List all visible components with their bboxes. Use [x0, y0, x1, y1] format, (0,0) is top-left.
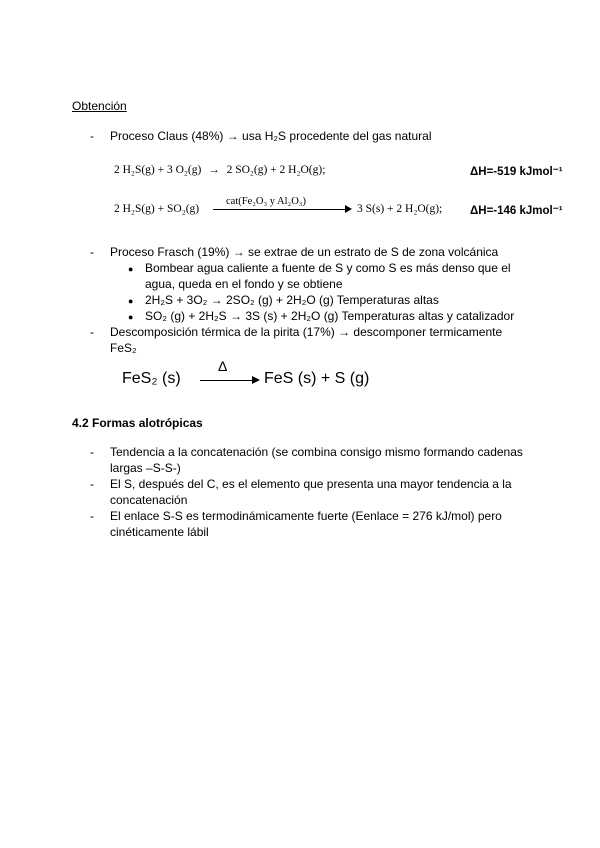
alotropicas-item-2-line1: El S, después del C, es el elemento que presenta una mayor tendencia a la [110, 477, 512, 491]
frasch-bullet-3: SO₂ (g) + 2H₂S → 3S (s) + 2H₂O (g) Temperaturas altas y catalizador [145, 309, 515, 323]
bullet-icon: ● [128, 312, 134, 322]
pirita-eq-lhs: FeS₂ (s) [122, 370, 181, 387]
frasch-bullet-1-line2: agua, queda en el fondo y se obtiene [145, 277, 343, 291]
pirita-eq-rhs: FeS (s) + S (g) [264, 370, 370, 387]
eq2-catalyst: cat(Fe₂O₃ y Al₂O₃) [226, 196, 306, 207]
alotropicas-item-1-line2: largas –S-S-) [110, 461, 181, 475]
equation-claus-1 [114, 164, 325, 176]
alotropicas-item-1-line1: Tendencia a la concatenación (se combina consigo mismo formando cadenas [110, 445, 523, 459]
bullet-icon: ● [128, 264, 134, 274]
list-dash: - [90, 245, 94, 259]
eq2-rhs: 3 S(s) + 2 H₂O(g); [357, 203, 443, 215]
eq1-rhs: 2 SO₂(g) + 2 H₂O(g); [226, 164, 326, 176]
eq1-enthalpy: ΔH=-519 kJmol⁻¹ [470, 166, 563, 178]
pirita-eq-arrow-line [200, 380, 255, 381]
list-dash: - [90, 477, 94, 491]
alotropicas-item-2-line2: concatenación [110, 493, 188, 507]
pirita-eq-arrow-head [252, 376, 260, 384]
section-heading-obtencion: Obtención [72, 99, 127, 113]
eq2-arrow-head [345, 205, 352, 213]
pirita-eq-delta: Δ [218, 358, 228, 374]
frasch-bullet-2: 2H₂S + 3O₂ → 2SO₂ (g) + 2H₂O (g) Temperaturas altas [145, 293, 439, 307]
eq2-lhs: 2 H₂S(g) + SO₂(g) [114, 203, 200, 215]
list-dash: - [90, 325, 94, 339]
alotropicas-item-3-line2: cinéticamente lábil [110, 525, 209, 539]
eq2-arrow-line [213, 209, 348, 210]
eq1-arrow: → [208, 164, 220, 176]
list-dash: - [90, 509, 94, 523]
eq1-lhs: 2 H₂S(g) + 3 O₂(g) [114, 164, 202, 176]
list-dash: - [90, 445, 94, 459]
list-dash: - [90, 129, 94, 143]
list-item-frasch: Proceso Frasch (19%) → se extrae de un estrato de S de zona volcánica [110, 245, 499, 259]
eq2-enthalpy: ΔH=-146 kJmol⁻¹ [470, 205, 563, 217]
frasch-bullet-1-line1: Bombear agua caliente a fuente de S y como S es más denso que el [145, 261, 511, 275]
list-item-pirita-line2: FeS₂ [110, 341, 137, 355]
section-title-formas-alotropicas: 4.2 Formas alotrópicas [72, 416, 203, 430]
list-item-pirita-line1: Descomposición térmica de la pirita (17%) → descomponer termicamente [110, 325, 503, 339]
bullet-icon: ● [128, 296, 134, 306]
alotropicas-item-3-line1: El enlace S-S es termodinámicamente fuerte (Eenlace = 276 kJ/mol) pero [110, 509, 502, 523]
list-item-claus: Proceso Claus (48%) → usa H₂S procedente del gas natural [110, 129, 432, 143]
